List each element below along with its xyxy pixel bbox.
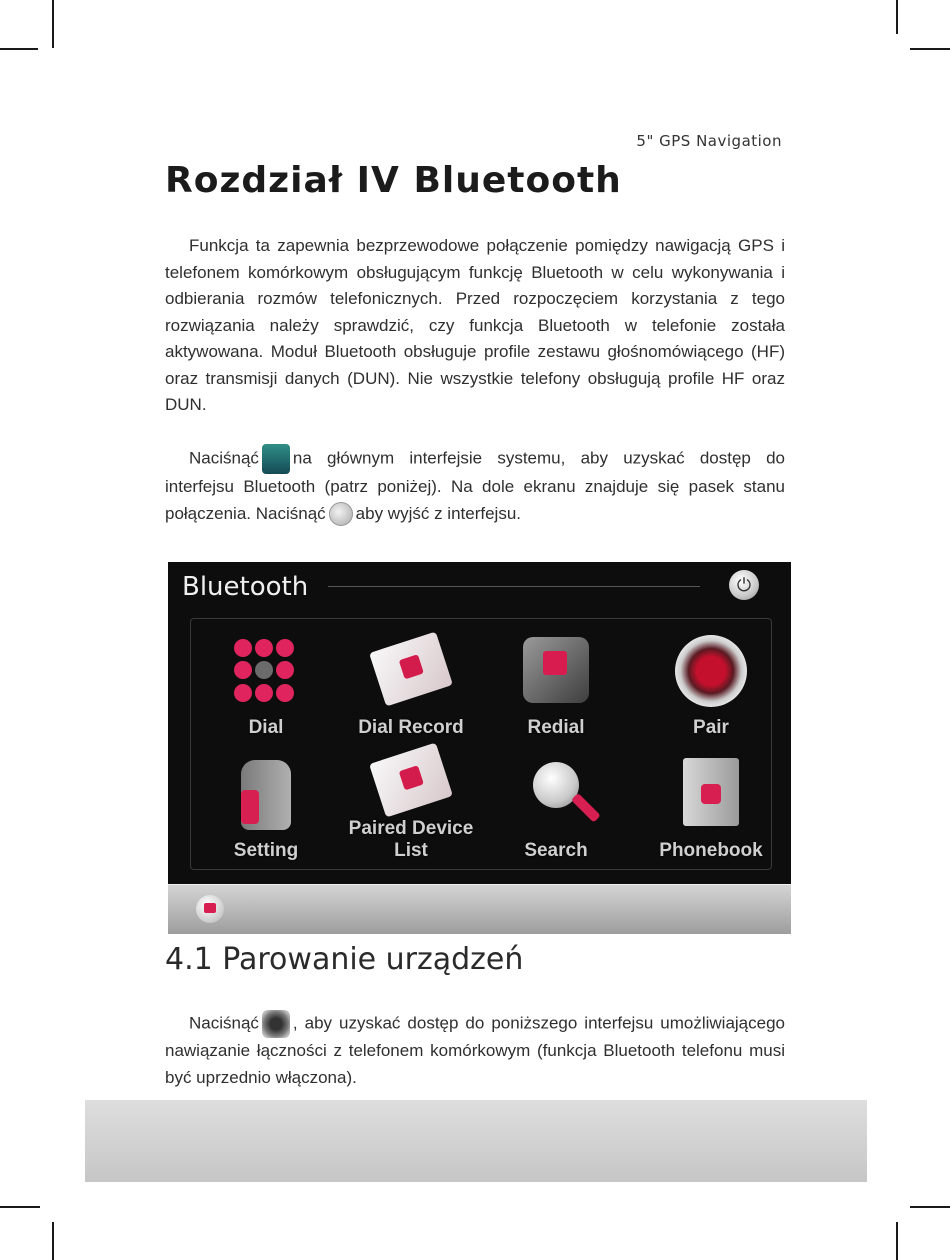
access-text-end: aby wyjść z interfejsu. — [355, 503, 521, 523]
connection-status-bar — [168, 884, 791, 934]
tile-grid — [190, 618, 772, 870]
chapter-title: Rozdział IV Bluetooth — [165, 160, 622, 201]
pair-label: Pair — [693, 717, 729, 738]
paired-device-list-button[interactable] — [336, 744, 486, 869]
phonebook-icon — [683, 758, 739, 826]
dial-record-button[interactable] — [336, 619, 486, 744]
crop-mark — [0, 48, 38, 50]
section-title: 4.1 Parowanie urządzeń — [165, 942, 524, 977]
settings-wrench-icon — [241, 760, 291, 830]
crop-mark — [0, 1206, 40, 1208]
power-icon[interactable]: ⏻ — [729, 570, 759, 600]
crop-mark — [52, 1222, 54, 1260]
dial-button[interactable] — [191, 619, 341, 744]
magnifier-icon — [533, 762, 579, 808]
crop-mark — [910, 1206, 950, 1208]
search-label: Search — [524, 840, 588, 861]
bluetooth-screen — [168, 562, 791, 934]
device-list-icon — [369, 743, 453, 818]
title-divider — [328, 586, 700, 587]
setting-label: Setting — [233, 840, 299, 861]
crop-mark — [52, 0, 54, 48]
paired-list-label-line1: Paired Device — [348, 818, 474, 839]
call-record-icon — [369, 632, 453, 707]
pairing-paragraph — [165, 1010, 785, 1091]
crop-mark — [910, 48, 950, 50]
intro-text: Funkcja ta zapewnia bezprzewodowe połączenie pomiędzy nawigacją GPS i telefonem komórkowym obsługującym funkcję Bluetooth w celu wykonywania i odbierania rozmów telefonicznych. Przed rozpoczęciem korzystania z tego rozwiązania należy sprawdzić, czy funkcja Bluetooth w telefonie została aktywowana. Moduł Bluetooth obsługuje profile zestawu głośnomówiącego (HF) oraz transmisji danych (DUN). Nie wszystkie telefony obsługują profile HF oraz DUN. — [165, 236, 785, 414]
paired-list-label-line2: List — [394, 840, 428, 861]
redial-icon — [523, 637, 589, 703]
search-button[interactable] — [481, 744, 631, 869]
dial-label: Dial — [248, 717, 284, 738]
crop-mark — [896, 0, 898, 34]
crop-mark — [896, 1222, 898, 1260]
redial-label: Redial — [527, 717, 585, 738]
pairing-text-start: Naciśnąć — [189, 1013, 259, 1033]
pair-button[interactable] — [636, 619, 786, 744]
setting-button[interactable] — [191, 744, 341, 869]
phone-status-icon — [196, 895, 224, 923]
phonebook-label: Phonebook — [659, 840, 763, 861]
redial-button[interactable] — [481, 619, 631, 744]
screen-title: Bluetooth — [182, 572, 309, 602]
access-text-middle: na głównym interfejsie systemu, aby uzyskać dostęp do interfejsu Bluetooth (patrz poniżej). Na dole ekranu znajduje się pasek stanu połączenia. Naciśnąć — [165, 448, 785, 523]
pair-small-icon — [262, 1010, 290, 1038]
keypad-icon — [234, 639, 298, 703]
footer-band — [85, 1100, 867, 1182]
access-paragraph — [165, 444, 785, 527]
access-text-start: Naciśnąć — [189, 448, 259, 468]
dial-record-label: Dial Record — [358, 717, 464, 738]
exit-icon — [329, 502, 353, 526]
pair-icon — [675, 635, 747, 707]
pairing-text-end: , aby uzyskać dostęp do poniższego interfejsu umożliwiającego nawiązanie łączności z telefonem komórkowym (funkcja Bluetooth telefonu musi być uprzednio włączona). — [165, 1013, 785, 1087]
running-header: 5" GPS Navigation — [636, 132, 782, 150]
bluetooth-app-icon — [262, 444, 290, 474]
phonebook-button[interactable] — [636, 744, 786, 869]
intro-paragraph — [165, 233, 785, 419]
